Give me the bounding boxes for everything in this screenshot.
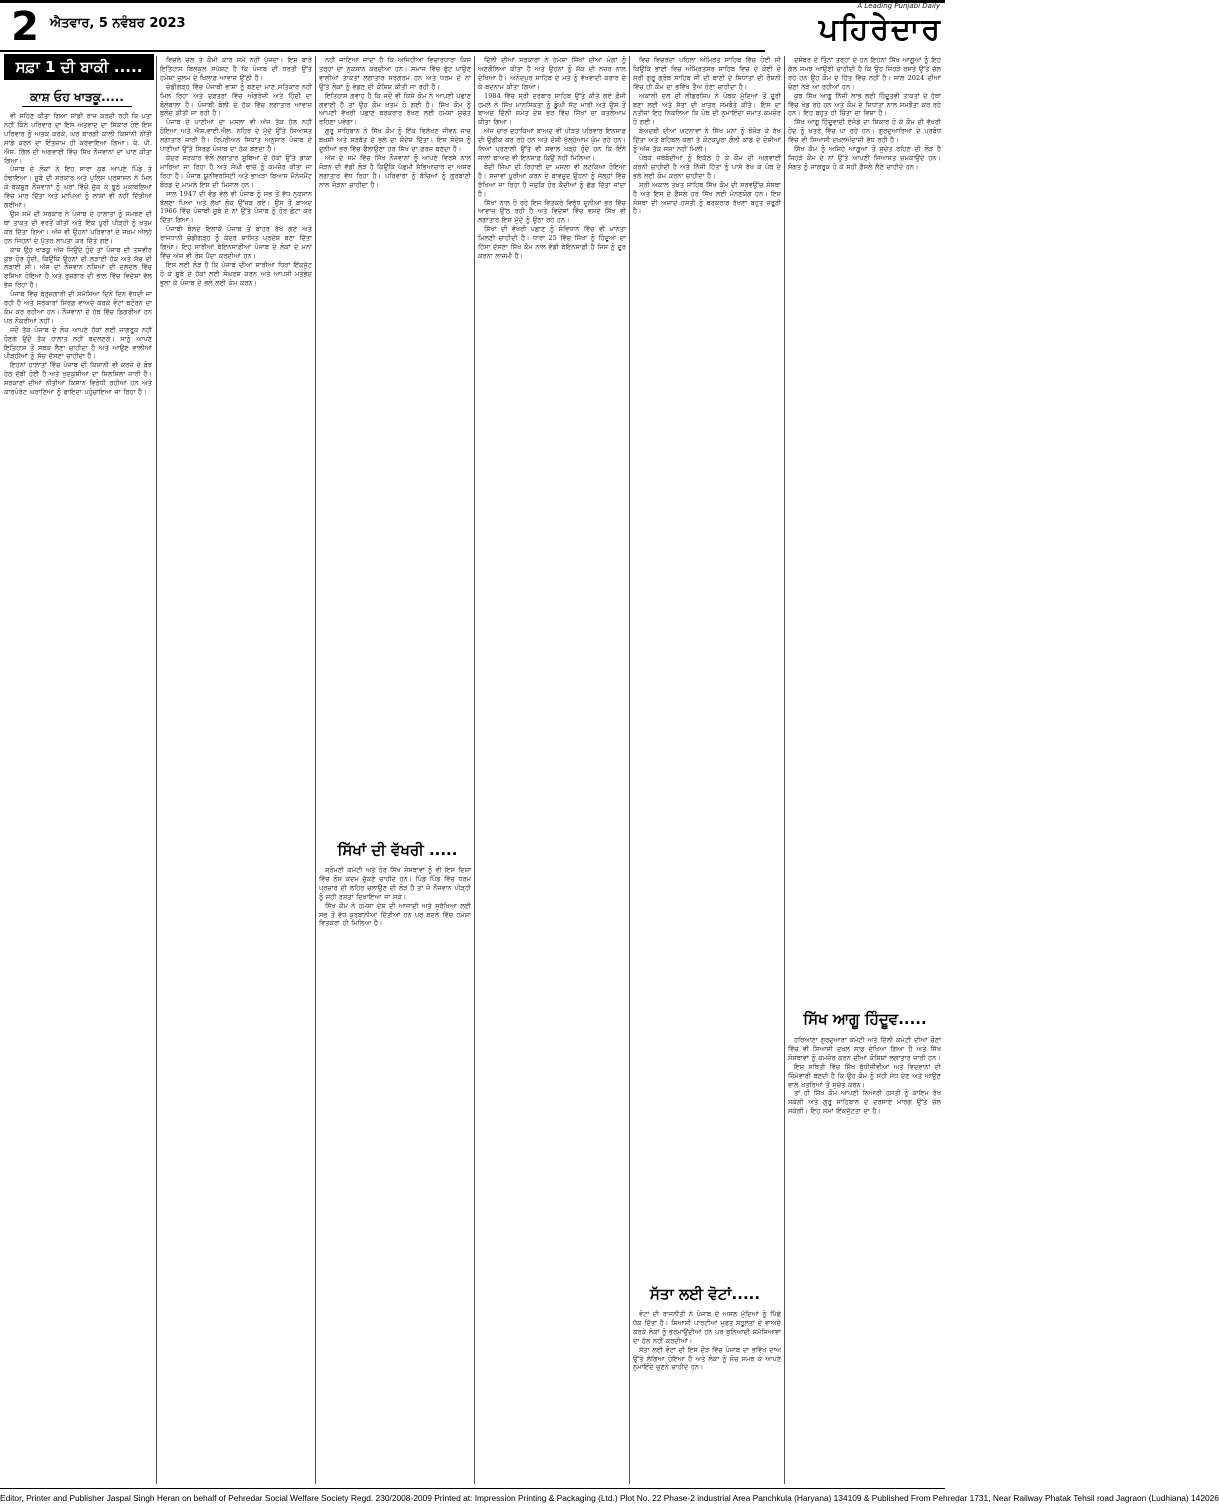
article-paragraph: ਪੰਜਾਬ ਵਿੱਚ ਬੇਰੁਜ਼ਗਾਰੀ ਦੀ ਸਮੱਸਿਆ ਦਿਨੋਂ ਦਿਨ ਵੱਧਦੀ ਜਾ ਰਹੀ ਹੈ ਅਤੇ ਸਰਕਾਰਾਂ ਸਿਰਫ਼ ਵਾਅਦੇ ਕਰਕੇ ਵੋਟਾਂ ਬਟੋਰਨ ਦਾ ਕੰਮ ਕਰ ਰਹੀਆਂ ਹਨ। ਨੌਜਵਾਨਾਂ ਦੇ ਹੱਥ ਵਿੱਚ ਡਿਗਰੀਆਂ ਹਨ ਪਰ ਨੌਕਰੀਆਂ ਨਹੀਂ। <box>4 290 152 325</box>
article-paragraph: ਇਸ ਸਥਿਤੀ ਵਿੱਚ ਸਿੱਖ ਬੁੱਧੀਜੀਵੀਆਂ ਅਤੇ ਵਿਦਵਾਨਾਂ ਦੀ ਜ਼ਿੰਮੇਵਾਰੀ ਬਣਦੀ ਹੈ ਕਿ ਉਹ ਕੌਮ ਨੂੰ ਸਹੀ ਸੇਧ ਦੇਣ ਅਤੇ ਆਉਣ ਵਾਲੇ ਖ਼ਤਰਿਆਂ ਤੋਂ ਸੁਚੇਤ ਕਰਨ। <box>788 1062 941 1089</box>
text-column-3-top <box>319 56 471 832</box>
article-paragraph: ਪੰਥਕ ਜਥੇਬੰਦੀਆਂ ਨੂੰ ਇਕੱਠੇ ਹੋ ਕੇ ਕੌਮ ਦੀ ਅਗਵਾਈ ਕਰਨੀ ਚਾਹੀਦੀ ਹੈ ਅਤੇ ਨਿੱਜੀ ਹਿੱਤਾਂ ਨੂੰ ਪਾਸੇ ਰੱਖ ਕੇ ਪੰਥ ਦੇ ਭਲੇ ਲਈ ਕੰਮ ਕਰਨਾ ਚਾਹੀਦਾ ਹੈ। <box>633 153 781 180</box>
article-paragraph: ਇਤਿਹਾਸ ਗਵਾਹ ਹੈ ਕਿ ਜਦੋਂ ਵੀ ਕਿਸੇ ਕੌਮ ਨੇ ਆਪਣੀ ਪਛਾਣ ਗਵਾਈ ਹੈ ਤਾਂ ਉਹ ਕੌਮ ਖ਼ਤਮ ਹੋ ਗਈ ਹੈ। ਸਿੱਖ ਕੌਮ ਨੂੰ ਆਪਣੀ ਵੱਖਰੀ ਪਛਾਣ ਬਰਕਰਾਰ ਰੱਖਣ ਲਈ ਹਮੇਸ਼ਾ ਸੁਚੇਤ ਰਹਿਣਾ ਪਵੇਗਾ। <box>319 91 471 127</box>
text-column-3-bottom <box>319 866 471 1484</box>
text-column-5-top <box>633 56 781 1276</box>
article-paragraph: ਨਹੀਂ ਜਾਣਿਆ ਜਾਂਦਾ ਹੈ ਕਿ ਅਜਿਹੀਆਂ ਵਿਚਾਰਧਾਰਾ ਕਿਸ ਤਰ੍ਹਾਂ ਦਾ ਨੁਕਸਾਨ ਕਰਦੀਆਂ ਹਨ। ਸਮਾਜ ਵਿੱਚ ਫੁੱਟ ਪਾਉਣ ਵਾਲੀਆਂ ਤਾਕਤਾਂ ਲਗਾਤਾਰ ਸਰਗਰਮ ਹਨ ਅਤੇ ਧਰਮ ਦੇ ਨਾਂ ਉੱਤੇ ਲੋਕਾਂ ਨੂੰ ਵੰਡਣ ਦੀ ਕੋਸ਼ਿਸ਼ ਕੀਤੀ ਜਾ ਰਹੀ ਹੈ। <box>319 56 471 91</box>
newspaper-logo: ਪਹਿਰੇਦਾਰ <box>818 12 942 47</box>
article-paragraph: ਸਾਲ 1947 ਦੀ ਵੰਡ ਵੇਲੇ ਵੀ ਪੰਜਾਬ ਨੂੰ ਸਭ ਤੋਂ ਵੱਧ ਨੁਕਸਾਨ ਝੱਲਣਾ ਪਿਆ ਅਤੇ ਲੱਖਾਂ ਲੋਕ ਉੱਜੜ ਗਏ। ਉਸ ਤੋਂ ਬਾਅਦ 1966 ਵਿੱਚ ਪੰਜਾਬੀ ਸੂਬੇ ਦੇ ਨਾਂ ਉੱਤੇ ਪੰਜਾਬ ਨੂੰ ਹੋਰ ਛੋਟਾ ਕਰ ਦਿੱਤਾ ਗਿਆ। <box>160 189 312 225</box>
text-column-5-bottom <box>633 1310 781 1484</box>
article-paragraph: ਦਿੱਲੀ ਦੀਆਂ ਸਰਕਾਰਾਂ ਨੇ ਹਮੇਸ਼ਾ ਸਿੱਖਾਂ ਦੀਆਂ ਮੰਗਾਂ ਨੂੰ ਅਣਗੌਲਿਆ ਕੀਤਾ ਹੈ ਅਤੇ ਉਹਨਾਂ ਨੂੰ ਸ਼ੱਕ ਦੀ ਨਜ਼ਰ ਨਾਲ ਦੇਖਿਆ ਹੈ। ਅਨੰਦਪੁਰ ਸਾਹਿਬ ਦੇ ਮਤੇ ਨੂੰ ਵੱਖਵਾਦੀ ਕਰਾਰ ਦੇ ਕੇ ਬਦਨਾਮ ਕੀਤਾ ਗਿਆ। <box>478 56 626 91</box>
sub-headline: ਕਾਸ਼ ਓਹ ਖਾੜਕੂ..... <box>22 88 132 107</box>
text-column-1 <box>4 112 152 1484</box>
article-paragraph: ਹਰਿਆਣਾ ਗੁਰਦੁਆਰਾ ਕਮੇਟੀ ਅਤੇ ਦਿੱਲੀ ਕਮੇਟੀ ਦੀਆਂ ਚੋਣਾਂ ਵਿੱਚ ਵੀ ਸਿਆਸੀ ਦਖ਼ਲ ਸਾਫ਼ ਦੇਖਿਆ ਗਿਆ ਹੈ ਅਤੇ ਸਿੱਖ ਸੰਸਥਾਵਾਂ ਨੂੰ ਕਮਜ਼ੋਰ ਕਰਨ ਦੀਆਂ ਕੋਸ਼ਿਸ਼ਾਂ ਲਗਾਤਾਰ ਜਾਰੀ ਹਨ। <box>788 1036 941 1062</box>
article-paragraph: ਅੱਜ ਚਾਰ ਦਹਾਕਿਆਂ ਬਾਅਦ ਵੀ ਪੀੜਤ ਪਰਿਵਾਰ ਇਨਸਾਫ਼ ਦੀ ਉਡੀਕ ਕਰ ਰਹੇ ਹਨ ਅਤੇ ਦੋਸ਼ੀ ਖੁੱਲ੍ਹੇਆਮ ਘੁੰਮ ਰਹੇ ਹਨ। ਨਿਆਂ ਪ੍ਰਣਾਲੀ ਉੱਤੇ ਵੀ ਸਵਾਲ ਖੜ੍ਹੇ ਹੁੰਦੇ ਹਨ ਕਿ ਇੰਨੇ ਸਾਲਾਂ ਬਾਅਦ ਵੀ ਇਨਸਾਫ਼ ਕਿਉਂ ਨਹੀਂ ਮਿਲਿਆ। <box>478 127 626 162</box>
article-paragraph: ਸਿੱਖ ਕੌਮ ਨੂੰ ਅਜਿਹੇ ਆਗੂਆਂ ਤੋਂ ਸੁਚੇਤ ਰਹਿਣ ਦੀ ਲੋੜ ਹੈ ਜਿਹੜੇ ਕੌਮ ਦੇ ਨਾਂ ਉੱਤੇ ਆਪਣੀ ਸਿਆਸਤ ਚਮਕਾਉਂਦੇ ਹਨ। ਸੰਗਤ ਨੂੰ ਜਾਗਰੂਕ ਹੋ ਕੇ ਸਹੀ ਫ਼ੈਸਲੇ ਲੈਣੇ ਚਾਹੀਦੇ ਹਨ। <box>788 145 941 171</box>
column-divider <box>784 56 785 1484</box>
page-number: 2 <box>11 4 39 50</box>
article-paragraph: ਸ੍ਰੀ ਅਕਾਲ ਤਖ਼ਤ ਸਾਹਿਬ ਸਿੱਖ ਕੌਮ ਦੀ ਸਰਵਉੱਚ ਸੰਸਥਾ ਹੈ ਅਤੇ ਇਸ ਦੇ ਫ਼ੈਸਲੇ ਹਰ ਸਿੱਖ ਲਈ ਮੰਨਣਯੋਗ ਹਨ। ਇਸ ਸੰਸਥਾ ਦੀ ਅਜ਼ਾਦ ਹਸਤੀ ਨੂੰ ਬਰਕਰਾਰ ਰੱਖਣਾ ਬਹੁਤ ਜ਼ਰੂਰੀ ਹੈ। <box>633 180 781 216</box>
article-paragraph: ਵਿਚ ਵਿਚਰਦਾ ਪਹਿਲਾ ਅੰਮ੍ਰਿਤ ਸਾਹਿਬ ਵਿੱਚ ਹੋਈ ਸੀ ਕਿਉਂਕਿ ਭਾਈ ਵਿਚ ਅੰਮ੍ਰਿਤਸਰ ਸਾਹਿਬ ਵਿਚ ਦੇ ਕੋਈ ਦੋ ਸ੍ਰੀ ਗੁਰੂ ਗ੍ਰੰਥ ਸਾਹਿਬ ਜੀ ਦੀ ਬਾਣੀ ਦੇ ਸਿਧਾਂਤਾਂ ਦੀ ਰੌਸ਼ਨੀ ਵਿੱਚ ਹੀ ਕੌਮ ਦਾ ਭਵਿੱਖ ਤੈਅ ਹੋਣਾ ਚਾਹੀਦਾ ਹੈ। <box>633 56 781 91</box>
column-divider <box>156 56 157 1484</box>
article-paragraph: ਸਿੱਖ ਕੌਮ ਨੇ ਹਮੇਸ਼ਾ ਦੇਸ਼ ਦੀ ਆਜ਼ਾਦੀ ਅਤੇ ਸੁਰੱਖਿਆ ਲਈ ਸਭ ਤੋਂ ਵੱਧ ਕੁਰਬਾਨੀਆਂ ਦਿੱਤੀਆਂ ਹਨ ਪਰ ਬਦਲੇ ਵਿੱਚ ਹਮੇਸ਼ਾ ਵਿਤਕਰਾ ਹੀ ਮਿਲਿਆ ਹੈ। <box>319 901 471 928</box>
column-divider <box>629 56 630 1484</box>
text-column-6-bottom <box>788 1036 941 1484</box>
article-paragraph: ਅਕਾਲੀ ਦਲ ਦੀ ਲੀਡਰਸ਼ਿਪ ਨੇ ਪੰਥਕ ਮੁੱਦਿਆਂ ਤੋਂ ਦੂਰੀ ਬਣਾ ਲਈ ਅਤੇ ਸੱਤਾ ਦੀ ਖ਼ਾਤਰ ਸਮਝੌਤੇ ਕੀਤੇ। ਇਸ ਦਾ ਨਤੀਜਾ ਇਹ ਨਿਕਲਿਆ ਕਿ ਪੰਥ ਦੀ ਨੁਮਾਇੰਦਾ ਜਮਾਤ ਕਮਜ਼ੋਰ ਹੋ ਗਈ। <box>633 91 781 127</box>
article-paragraph: ਕਾਸ਼ ਉਹ ਖਾੜਕੂ ਅੱਜ ਜਿਉਂਦੇ ਹੁੰਦੇ ਤਾਂ ਪੰਜਾਬ ਦੀ ਤਸਵੀਰ ਕੁਝ ਹੋਰ ਹੁੰਦੀ, ਕਿਉਂਕਿ ਉਹਨਾਂ ਦੀ ਲੜਾਈ ਹੱਕ ਅਤੇ ਸੱਚ ਦੀ ਲੜਾਈ ਸੀ। ਅੱਜ ਦਾ ਨੌਜਵਾਨ ਨਸ਼ਿਆਂ ਦੀ ਦਲਦਲ ਵਿੱਚ ਫਸਿਆ ਹੋਇਆ ਹੈ ਅਤੇ ਰੁਜ਼ਗਾਰ ਦੀ ਭਾਲ ਵਿੱਚ ਵਿਦੇਸ਼ਾਂ ਵੱਲ ਭੱਜ ਰਿਹਾ ਹੈ। <box>4 245 152 290</box>
article-paragraph: ਬੰਦੀ ਸਿੰਘਾਂ ਦੀ ਰਿਹਾਈ ਦਾ ਮਸਲਾ ਵੀ ਲਟਕਿਆ ਹੋਇਆ ਹੈ। ਸਜ਼ਾਵਾਂ ਪੂਰੀਆਂ ਕਰਨ ਦੇ ਬਾਵਜੂਦ ਉਹਨਾਂ ਨੂੰ ਜੇਲ੍ਹਾਂ ਵਿੱਚ ਰੱਖਿਆ ਜਾ ਰਿਹਾ ਹੈ ਜਦਕਿ ਹੋਰ ਕੈਦੀਆਂ ਨੂੰ ਛੱਡ ਦਿੱਤਾ ਜਾਂਦਾ ਹੈ। <box>478 162 626 198</box>
column-divider <box>315 56 316 1484</box>
text-column-2 <box>160 56 312 1484</box>
logo-tagline: A Leading Punjabi Daily <box>857 2 940 10</box>
text-column-6-top <box>788 56 941 1002</box>
article-paragraph: ਇਹਨਾਂ ਹਾਲਾਤਾਂ ਵਿੱਚ ਪੰਜਾਬ ਦੀ ਕਿਸਾਨੀ ਵੀ ਕਰਜ਼ੇ ਦੇ ਬੋਝ ਹੇਠ ਦੱਬੀ ਹੋਈ ਹੈ ਅਤੇ ਖੁਦਕੁਸ਼ੀਆਂ ਦਾ ਸਿਲਸਿਲਾ ਜਾਰੀ ਹੈ। ਸਰਕਾਰਾਂ ਦੀਆਂ ਨੀਤੀਆਂ ਕਿਸਾਨ ਵਿਰੋਧੀ ਰਹੀਆਂ ਹਨ ਅਤੇ ਕਾਰਪੋਰੇਟ ਘਰਾਣਿਆਂ ਨੂੰ ਫਾਇਦਾ ਪਹੁੰਚਾਇਆ ਜਾ ਰਿਹਾ ਹੈ। <box>4 361 152 397</box>
article-paragraph: ਸਿੱਖ ਆਗੂ ਹਿੰਦੂਵਾਦੀ ਏਜੰਡੇ ਦਾ ਸ਼ਿਕਾਰ ਹੋ ਕੇ ਕੌਮ ਦੀ ਵੱਖਰੀ ਹੋਂਦ ਨੂੰ ਖ਼ਤਰੇ ਵਿੱਚ ਪਾ ਰਹੇ ਹਨ। ਗੁਰਦੁਆਰਿਆਂ ਦੇ ਪ੍ਰਬੰਧ ਵਿੱਚ ਵੀ ਸਿਆਸੀ ਦਖ਼ਲਅੰਦਾਜ਼ੀ ਵੱਧ ਰਹੀ ਹੈ। <box>788 118 941 145</box>
issue-date: ਐਤਵਾਰ, 5 ਨਵੰਬਰ 2023 <box>50 16 186 31</box>
article-paragraph: ਸਿੱਖਾਂ ਨਾਲ ਹੋ ਰਹੇ ਇਸ ਵਿਤਕਰੇ ਵਿਰੁੱਧ ਦੁਨੀਆਂ ਭਰ ਵਿੱਚ ਆਵਾਜ਼ ਉੱਠ ਰਹੀ ਹੈ ਅਤੇ ਵਿਦੇਸ਼ਾਂ ਵਿੱਚ ਵਸਦੇ ਸਿੱਖ ਵੀ ਲਗਾਤਾਰ ਇਸ ਮੁੱਦੇ ਨੂੰ ਉਠਾ ਰਹੇ ਹਨ। <box>478 198 626 225</box>
article-paragraph: ਪੰਜਾਬੀ ਬੋਲਦੇ ਇਲਾਕੇ ਪੰਜਾਬ ਤੋਂ ਬਾਹਰ ਰੱਖੇ ਗਏ ਅਤੇ ਰਾਜਧਾਨੀ ਚੰਡੀਗੜ੍ਹ ਨੂੰ ਕੇਂਦਰ ਸ਼ਾਸਿਤ ਪ੍ਰਦੇਸ਼ ਬਣਾ ਦਿੱਤਾ ਗਿਆ। ਇਹ ਸਾਰੀਆਂ ਬੇਇਨਸਾਫ਼ੀਆਂ ਪੰਜਾਬ ਦੇ ਲੋਕਾਂ ਦੇ ਮਨਾਂ ਵਿੱਚ ਅੱਜ ਵੀ ਰੋਸ ਪੈਦਾ ਕਰਦੀਆਂ ਹਨ। <box>160 225 312 260</box>
article-paragraph: ਸ਼੍ਰੋਮਣੀ ਕਮੇਟੀ ਅਤੇ ਹੋਰ ਸਿੱਖ ਸੰਸਥਾਵਾਂ ਨੂੰ ਵੀ ਇਸ ਦਿਸ਼ਾ ਵਿੱਚ ਠੋਸ ਕਦਮ ਚੁੱਕਣੇ ਚਾਹੀਦੇ ਹਨ। ਪਿੰਡ ਪਿੰਡ ਵਿੱਚ ਧਰਮ ਪ੍ਰਚਾਰ ਦੀ ਲਹਿਰ ਚਲਾਉਣ ਦੀ ਲੋੜ ਹੈ ਤਾਂ ਜੋ ਨੌਜਵਾਨ ਪੀੜ੍ਹੀ ਨੂੰ ਸਹੀ ਰਸਤਾ ਦਿਖਾਇਆ ਜਾ ਸਕੇ। <box>319 866 471 901</box>
article-paragraph: ਦਸੰਬਰ ਦੇ ਤਿੰਨਾਂ ਤਰ੍ਹਾਂ ਦੇ ਹਨ ਇਹਨਾਂ ਸਿੱਖ ਆਗੂਆਂ ਨੂੰ ਇਹ ਗੱਲ ਸਮਝ ਆਉਣੀ ਚਾਹੀਦੀ ਹੈ ਕਿ ਉਹ ਜਿਹੜੇ ਰਸਤੇ ਉੱਤੇ ਚੱਲ ਰਹੇ ਹਨ ਉਹ ਕੌਮ ਦੇ ਹਿੱਤ ਵਿੱਚ ਨਹੀਂ ਹੈ। ਸਾਲ 2024 ਦੀਆਂ ਚੋਣਾਂ ਨੇੜੇ ਆ ਰਹੀਆਂ ਹਨ। <box>788 56 941 91</box>
article-paragraph: ਗੁਰੂ ਸਾਹਿਬਾਨ ਨੇ ਸਿੱਖ ਕੌਮ ਨੂੰ ਇੱਕ ਵਿਲੱਖਣ ਜੀਵਨ ਜਾਚ ਬਖ਼ਸ਼ੀ ਅਤੇ ਸਰਬੱਤ ਦੇ ਭਲੇ ਦਾ ਸੰਦੇਸ਼ ਦਿੱਤਾ। ਇਸ ਸੰਦੇਸ਼ ਨੂੰ ਦੁਨੀਆਂ ਭਰ ਵਿੱਚ ਫੈਲਾਉਣਾ ਹਰ ਸਿੱਖ ਦਾ ਫ਼ਰਜ਼ ਬਣਦਾ ਹੈ। <box>319 127 471 154</box>
column-divider <box>474 56 475 1484</box>
article-paragraph: ਬੇਅਦਬੀ ਦੀਆਂ ਘਟਨਾਵਾਂ ਨੇ ਸਿੱਖ ਮਨਾਂ ਨੂੰ ਝੰਜੋੜ ਕੇ ਰੱਖ ਦਿੱਤਾ ਅਤੇ ਬਹਿਬਲ ਕਲਾਂ ਤੇ ਕੋਟਕਪੂਰਾ ਗੋਲੀ ਕਾਂਡ ਦੇ ਦੋਸ਼ੀਆਂ ਨੂੰ ਅੱਜ ਤੱਕ ਸਜ਼ਾ ਨਹੀਂ ਮਿਲੀ। <box>633 127 781 154</box>
article-paragraph: ਕੁਝ ਸਿੱਖ ਆਗੂ ਨਿੱਜੀ ਲਾਭ ਲਈ ਹਿੰਦੂਤਵੀ ਤਾਕਤਾਂ ਦੇ ਹੱਥਾਂ ਵਿੱਚ ਖੇਡ ਰਹੇ ਹਨ ਅਤੇ ਕੌਮ ਦੇ ਸਿਧਾਂਤਾਂ ਨਾਲ ਸਮਝੌਤਾ ਕਰ ਰਹੇ ਹਨ। ਇਹ ਬਹੁਤ ਹੀ ਚਿੰਤਾ ਦਾ ਵਿਸ਼ਾ ਹੈ। <box>788 91 941 118</box>
article-paragraph: ਪੰਜਾਬ ਦੇ ਲੋਕਾਂ ਨੇ ਇਹ ਸਾਰਾ ਕੁਝ ਆਪਣੇ ਪਿੰਡੇ ਤੇ ਹੰਢਾਇਆ। ਸੂਬੇ ਦੀ ਸਰਕਾਰ ਅਤੇ ਪੁਲਿਸ ਪ੍ਰਸ਼ਾਸਨ ਨੇ ਮਿਲ ਕੇ ਬੇਕਸੂਰ ਨੌਜਵਾਨਾਂ ਨੂੰ ਘਰਾਂ ਵਿੱਚੋਂ ਚੁੱਕ ਕੇ ਝੂਠੇ ਮੁਕਾਬਲਿਆਂ ਵਿੱਚ ਮਾਰ ਦਿੱਤਾ ਅਤੇ ਮਾਪਿਆਂ ਨੂੰ ਲਾਸ਼ਾਂ ਵੀ ਨਹੀਂ ਦਿੱਤੀਆਂ ਗਈਆਂ। <box>4 165 152 210</box>
article-paragraph: ਵੋਟਾਂ ਦੀ ਰਾਜਨੀਤੀ ਨੇ ਪੰਜਾਬ ਦੇ ਅਸਲ ਮੁੱਦਿਆਂ ਨੂੰ ਪਿੱਛੇ ਧੱਕ ਦਿੱਤਾ ਹੈ। ਸਿਆਸੀ ਪਾਰਟੀਆਂ ਮੁਫ਼ਤ ਸਹੂਲਤਾਂ ਦੇ ਵਾਅਦੇ ਕਰਕੇ ਲੋਕਾਂ ਨੂੰ ਭਰਮਾਉਂਦੀਆਂ ਹਨ ਪਰ ਬੁਨਿਆਦੀ ਸਮੱਸਿਆਵਾਂ ਦਾ ਹੱਲ ਨਹੀਂ ਕਰਦੀਆਂ। <box>633 1310 781 1345</box>
article-paragraph: ਵੀ ਸਹਿਣ ਕੀਤਾ ਗਿਆ ਸਾਡੀ ਰਾਜ ਕਰਦੀ ਰਹੀ ਕਿ ਪਤਾ ਨਹੀਂ ਕਿੰਨੇ ਪਰਿਵਾਰ ਦਾ ਇਸ ਅਤਵਾਦ ਦਾ ਸਿਕਾਰ ਹੋਏ ਇਸ ਪਰਿਵਾਰ ਨੂੰ ਅਤਕ ਕਰਕੇ, ਘਰ ਬਾਰਗੀ ਕਾਲੀ ਕਿਸਾਨੀ ਨੀਤੀ ਸਾਡੇ ਕਰਨ ਦਾ ਇੰਤਜ਼ਾਮ ਹੀ ਕਰਵਾਇਆ ਗਿਆ। ਕੇ. ਪੀ. ਐਸ. ਗਿੱਲ ਦੀ ਅਗਵਾਈ ਵਿੱਚ ਸਿੱਖ ਨੌਜਵਾਨਾਂ ਦਾ ਘਾਣ ਕੀਤਾ ਗਿਆ। <box>4 112 152 165</box>
article-paragraph: ਸਿੱਖਾਂ ਦੀ ਵੱਖਰੀ ਪਛਾਣ ਨੂੰ ਸੰਵਿਧਾਨ ਵਿੱਚ ਵੀ ਮਾਨਤਾ ਮਿਲਣੀ ਚਾਹੀਦੀ ਹੈ। ਧਾਰਾ 25 ਵਿੱਚ ਸਿੱਖਾਂ ਨੂੰ ਹਿੰਦੂਆਂ ਦਾ ਹਿੱਸਾ ਦੱਸਣਾ ਸਿੱਖ ਕੌਮ ਨਾਲ ਵੱਡੀ ਬੇਇਨਸਾਫ਼ੀ ਹੈ ਜਿਸ ਨੂੰ ਦੂਰ ਕਰਨਾ ਲਾਜ਼ਮੀ ਹੈ। <box>478 225 626 260</box>
article-paragraph: ਚੰਡੀਗੜ੍ਹ ਵਿੱਚ ਪੰਜਾਬੀ ਭਾਸ਼ਾ ਨੂੰ ਬਣਦਾ ਮਾਣ ਸਤਿਕਾਰ ਨਹੀਂ ਮਿਲ ਰਿਹਾ ਅਤੇ ਦਫ਼ਤਰਾਂ ਵਿੱਚ ਅੰਗਰੇਜ਼ੀ ਅਤੇ ਹਿੰਦੀ ਦਾ ਬੋਲਬਾਲਾ ਹੈ। ਪੰਜਾਬੀ ਬੋਲੀ ਦੇ ਹੱਕ ਵਿੱਚ ਲਗਾਤਾਰ ਆਵਾਜ਼ ਬੁਲੰਦ ਕੀਤੀ ਜਾ ਰਹੀ ਹੈ। <box>160 82 312 118</box>
article-paragraph: ਅੱਜ ਦੇ ਸਮੇਂ ਵਿੱਚ ਸਿੱਖ ਨੌਜਵਾਨਾਂ ਨੂੰ ਆਪਣੇ ਵਿਰਸੇ ਨਾਲ ਜੋੜਨ ਦੀ ਵੱਡੀ ਲੋੜ ਹੈ ਕਿਉਂਕਿ ਪੱਛਮੀ ਸੱਭਿਆਚਾਰ ਦਾ ਅਸਰ ਲਗਾਤਾਰ ਵੱਧ ਰਿਹਾ ਹੈ। ਪਰਿਵਾਰਾਂ ਨੂੰ ਬੱਚਿਆਂ ਨੂੰ ਗੁਰਬਾਣੀ ਨਾਲ ਜੋੜਨਾ ਚਾਹੀਦਾ ਹੈ। <box>319 153 471 189</box>
footer-imprint: Editor, Printer and Publisher Jaspal Singh Heran on behalf of Pehredar Social Welfare Society Regd. 230/2008-2009 Printed at: Impression Printing & Packaging (Ltd.) Plot No. 22 Phase-2 industrial Area Panchkula (Haryana) 134109 & Published From Pehredar 1731, Near Railway Phatak Tehsil road Jagraon (Ludhiana) 142026 <box>0 1488 945 1508</box>
article-paragraph: ਸੱਤਾ ਲਈ ਵੋਟਾਂ ਦੀ ਇਸ ਦੌੜ ਵਿੱਚ ਪੰਜਾਬ ਦਾ ਭਵਿੱਖ ਦਾਅ ਉੱਤੇ ਲੱਗਿਆ ਹੋਇਆ ਹੈ ਅਤੇ ਲੋਕਾਂ ਨੂੰ ਸੋਚ ਸਮਝ ਕੇ ਆਪਣੇ ਨੁਮਾਇੰਦੇ ਚੁਣਨੇ ਚਾਹੀਦੇ ਹਨ। <box>633 1345 781 1372</box>
article-paragraph: ਤਾਂ ਹੀ ਸਿੱਖ ਕੌਮ ਆਪਣੀ ਨਿਆਰੀ ਹਸਤੀ ਨੂੰ ਕਾਇਮ ਰੱਖ ਸਕੇਗੀ ਅਤੇ ਗੁਰੂ ਸਾਹਿਬਾਨ ਦੇ ਦਰਸਾਏ ਮਾਰਗ ਉੱਤੇ ਚੱਲ ਸਕੇਗੀ। ਇਹ ਸਮਾਂ ਇੱਕਜੁੱਟਤਾ ਦਾ ਹੈ। <box>788 1089 941 1116</box>
article-paragraph: ਵਿਚਲੇ ਚਲ ਤੇ ਕੌਮੀ ਕਾਰ ਸਮੇਂ ਨਹੀਂ ਪੁੱਜਦਾ। ਇਸ ਬਾਰੇ ਇਤਿਹਾਸ ਬਿਲਕੁਲ ਸਪੱਸ਼ਟ ਹੈ ਕਿ ਪੰਜਾਬ ਦੀ ਧਰਤੀ ਉੱਤੇ ਹਮੇਸ਼ਾ ਜ਼ੁਲਮ ਦੇ ਖ਼ਿਲਾਫ਼ ਆਵਾਜ਼ ਉੱਠੀ ਹੈ। <box>160 56 312 82</box>
section-headline-sikh-diaspora: ਸਿੱਖਾਂ ਦੀ ਵੱਖਰੀ ..... <box>337 841 458 859</box>
section-headline-power: ਸੱਤਾ ਲਈ ਵੋਟਾਂ..... <box>649 1285 761 1303</box>
article-paragraph: ਜਦੋਂ ਤੱਕ ਪੰਜਾਬ ਦੇ ਲੋਕ ਆਪਣੇ ਹੱਕਾਂ ਲਈ ਜਾਗਰੂਕ ਨਹੀਂ ਹੋਣਗੇ ਉਦੋਂ ਤੱਕ ਹਾਲਾਤ ਨਹੀਂ ਬਦਲਣਗੇ। ਸਾਨੂੰ ਆਪਣੇ ਇਤਿਹਾਸ ਤੋਂ ਸਬਕ ਲੈਣਾ ਚਾਹੀਦਾ ਹੈ ਅਤੇ ਆਉਣ ਵਾਲੀਆਂ ਪੀੜ੍ਹੀਆਂ ਨੂੰ ਸੱਚ ਦੱਸਣਾ ਚਾਹੀਦਾ ਹੈ। <box>4 325 152 361</box>
text-column-4 <box>478 56 626 1484</box>
article-paragraph: 1984 ਵਿੱਚ ਸ੍ਰੀ ਦਰਬਾਰ ਸਾਹਿਬ ਉੱਤੇ ਕੀਤੇ ਗਏ ਫ਼ੌਜੀ ਹਮਲੇ ਨੇ ਸਿੱਖ ਮਾਨਸਿਕਤਾ ਨੂੰ ਡੂੰਘੀ ਸੱਟ ਮਾਰੀ ਅਤੇ ਉਸ ਤੋਂ ਬਾਅਦ ਦਿੱਲੀ ਸਮੇਤ ਦੇਸ਼ ਭਰ ਵਿੱਚ ਸਿੱਖਾਂ ਦਾ ਕਤਲੇਆਮ ਕੀਤਾ ਗਿਆ। <box>478 91 626 127</box>
article-paragraph: ਇਸ ਲਈ ਲੋੜ ਹੈ ਕਿ ਪੰਜਾਬ ਦੀਆਂ ਸਾਰੀਆਂ ਧਿਰਾਂ ਇੱਕਜੁੱਟ ਹੋ ਕੇ ਸੂਬੇ ਦੇ ਹੱਕਾਂ ਲਈ ਸੰਘਰਸ਼ ਕਰਨ ਅਤੇ ਆਪਸੀ ਮਤਭੇਦ ਭੁਲਾ ਕੇ ਪੰਜਾਬ ਦੇ ਭਲੇ ਲਈ ਕੰਮ ਕਰਨ। <box>160 260 312 287</box>
section-headline-sikh-leader: ਸਿੱਖ ਆਗੂ ਹਿੰਦੂਵ..... <box>803 1010 927 1028</box>
article-paragraph: ਉਸ ਸਮੇਂ ਦੀ ਸਰਕਾਰ ਨੇ ਪੰਜਾਬ ਦੇ ਹਾਲਾਤਾਂ ਨੂੰ ਸਮਝਣ ਦੀ ਥਾਂ ਤਾਕਤ ਦੀ ਵਰਤੋਂ ਕੀਤੀ ਅਤੇ ਇੱਕ ਪੂਰੀ ਪੀੜ੍ਹੀ ਨੂੰ ਖ਼ਤਮ ਕਰ ਦਿੱਤਾ ਗਿਆ। ਅੱਜ ਵੀ ਉਹਨਾਂ ਪਰਿਵਾਰਾਂ ਦੇ ਜ਼ਖ਼ਮ ਅੱਲ੍ਹੇ ਹਨ ਜਿਹਨਾਂ ਦੇ ਪੁੱਤਰ ਲਾਪਤਾ ਕਰ ਦਿੱਤੇ ਗਏ। <box>4 209 152 245</box>
masthead-rule <box>0 50 765 52</box>
article-paragraph: ਕੇਂਦਰ ਸਰਕਾਰ ਵੱਲੋਂ ਲਗਾਤਾਰ ਸੂਬਿਆਂ ਦੇ ਹੱਕਾਂ ਉੱਤੇ ਡਾਕਾ ਮਾਰਿਆ ਜਾ ਰਿਹਾ ਹੈ ਅਤੇ ਸੰਘੀ ਢਾਂਚੇ ਨੂੰ ਕਮਜ਼ੋਰ ਕੀਤਾ ਜਾ ਰਿਹਾ ਹੈ। ਪੰਜਾਬ ਯੂਨੀਵਰਸਿਟੀ ਅਤੇ ਭਾਖੜਾ ਬਿਆਸ ਮੈਨੇਜਮੈਂਟ ਬੋਰਡ ਦੇ ਮਾਮਲੇ ਇਸ ਦੀ ਮਿਸਾਲ ਹਨ। <box>160 153 312 189</box>
article-paragraph: ਪੰਜਾਬ ਦੇ ਪਾਣੀਆਂ ਦਾ ਮਸਲਾ ਵੀ ਅੱਜ ਤੱਕ ਹੱਲ ਨਹੀਂ ਹੋਇਆ ਅਤੇ ਐਸ.ਵਾਈ.ਐਲ. ਨਹਿਰ ਦੇ ਮੁੱਦੇ ਉੱਤੇ ਸਿਆਸਤ ਲਗਾਤਾਰ ਜਾਰੀ ਹੈ। ਰਿਪੇਰੀਅਨ ਸਿਧਾਂਤ ਅਨੁਸਾਰ ਪੰਜਾਬ ਦੇ ਪਾਣੀਆਂ ਉੱਤੇ ਸਿਰਫ਼ ਪੰਜਾਬ ਦਾ ਹੱਕ ਬਣਦਾ ਹੈ। <box>160 118 312 154</box>
main-headline: ਸਫ਼ਾ 1 ਦੀ ਬਾਕੀ ..... <box>4 54 154 80</box>
